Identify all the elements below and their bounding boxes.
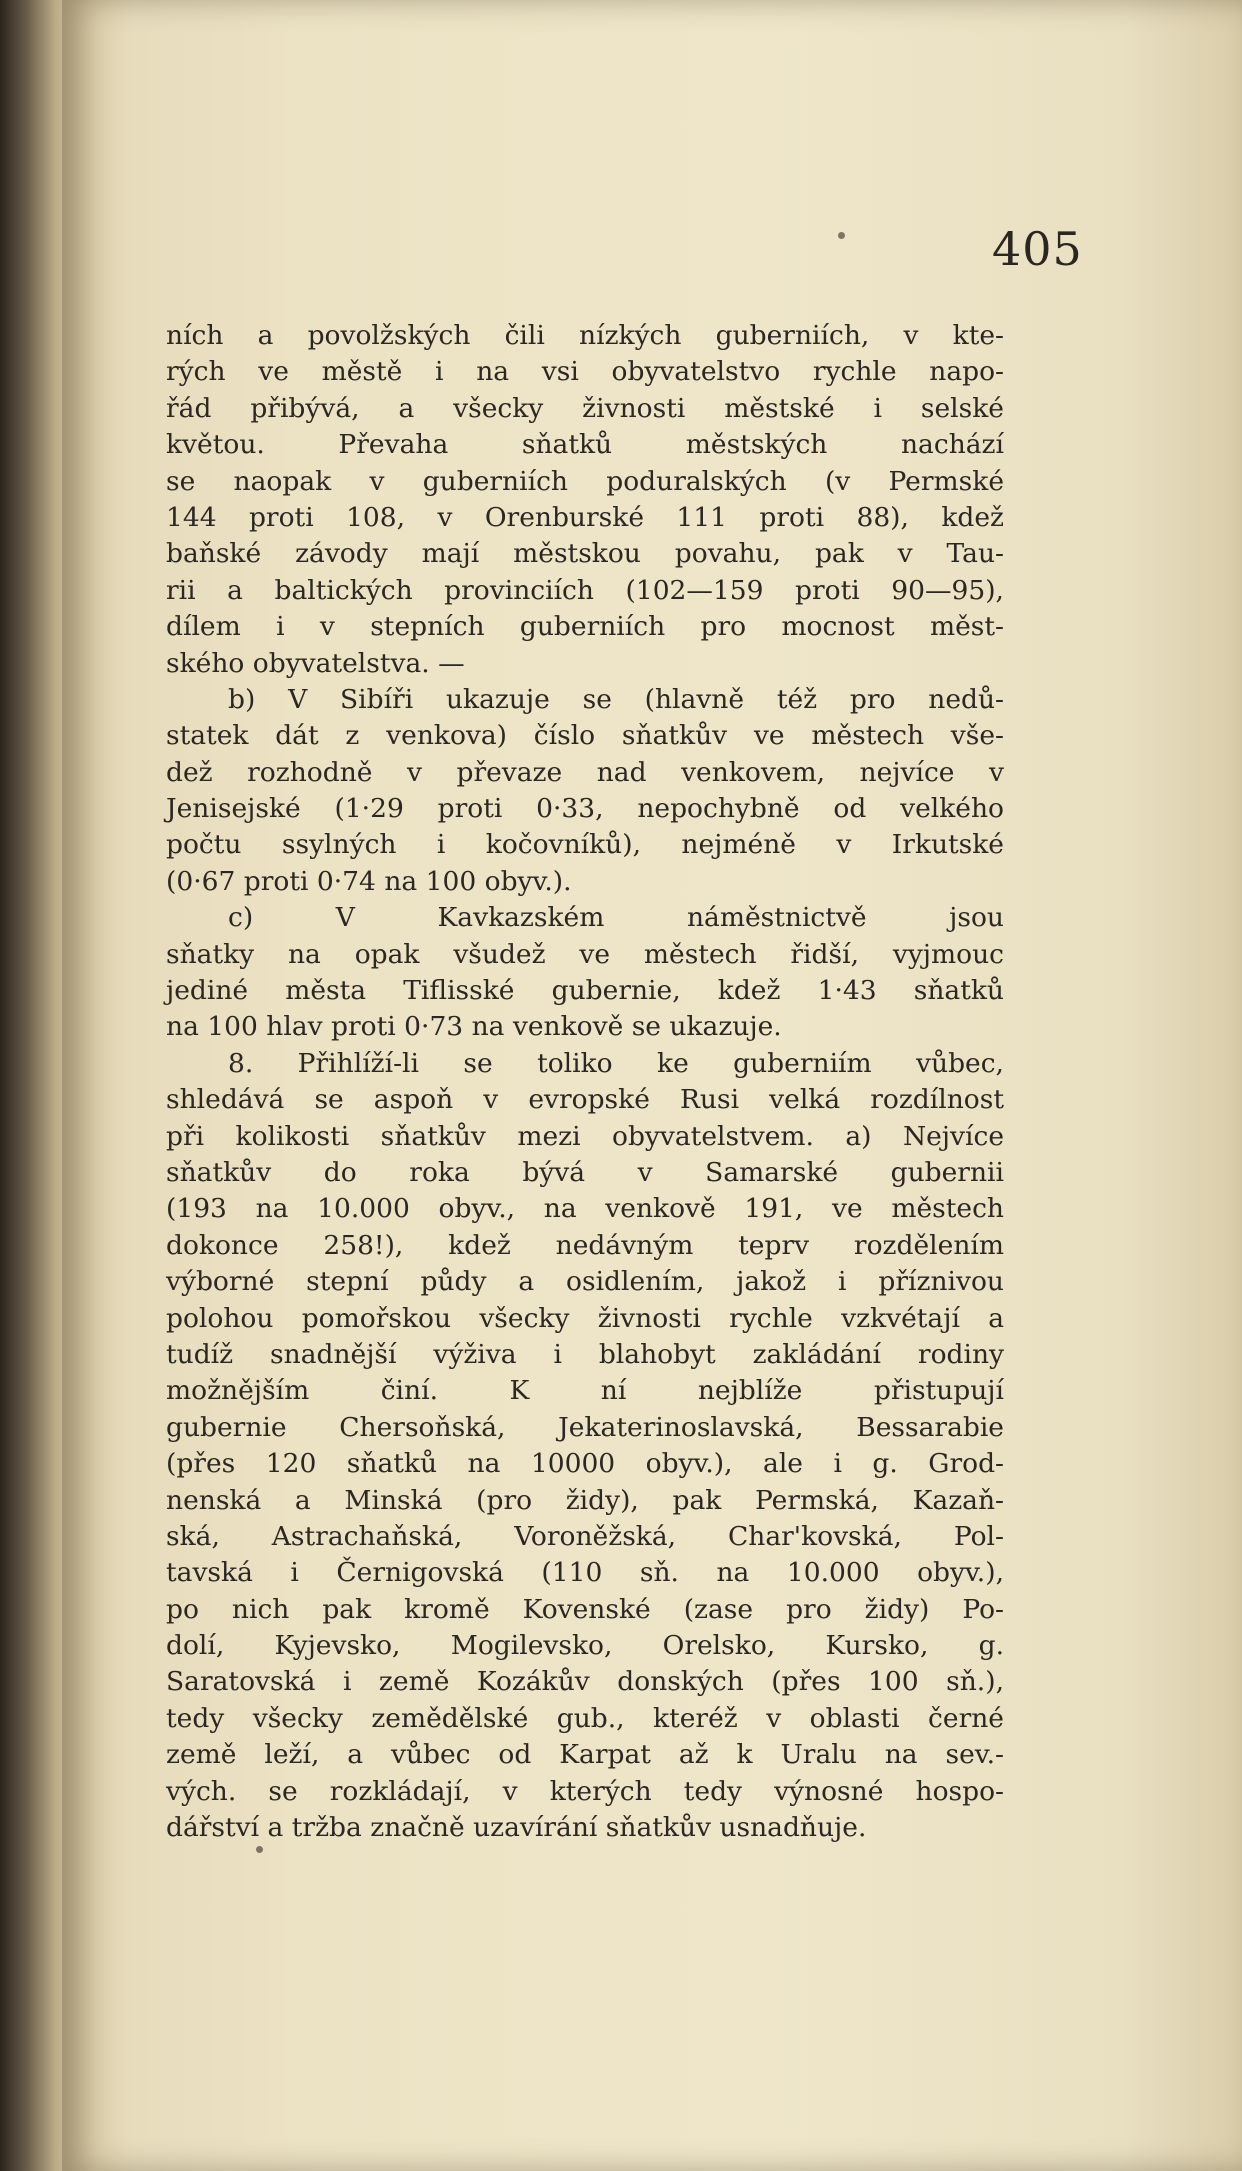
text-line: dářství a tržba značně uzavírání sňatkův usnadňuje.: [166, 1812, 867, 1844]
text-line: počtu ssylných i kočovníků), nejméně v Irkutské: [166, 829, 1004, 861]
text-line: možnějším činí. K ní nejblíže přistupují: [166, 1375, 1004, 1407]
page-text: [166, 318, 1004, 1846]
page-number: 405: [992, 222, 1083, 276]
text-line: 8. Přihlíží-li se toliko ke guberniím vůbec,: [228, 1047, 1004, 1079]
text-line: (přes 120 sňatků na 10000 obyv.), ale i g. Grod-: [166, 1448, 1004, 1480]
text-line: dolí, Kyjevsko, Mogilevsko, Orelsko, Kursko, g.: [166, 1630, 1004, 1662]
text-line: sňatkův do roka bývá v Samarské gubernii: [166, 1156, 1004, 1188]
text-line: tudíž snadnější výživa i blahobyt zakládání rodiny: [166, 1338, 1004, 1370]
text-line: květou. Převaha sňatků městských nachází: [166, 429, 1004, 461]
text-line: dílem i v stepních guberniích pro mocnost měst-: [166, 611, 1004, 643]
text-line: po nich pak kromě Kovenské (zase pro židy) Po-: [166, 1593, 1004, 1625]
text-line: dokonce 258!), kdež nedávným teprv rozdělením: [166, 1229, 1004, 1261]
text-line: ních a povolžských čili nízkých guberniích, v kte-: [166, 320, 1004, 351]
text-line: c) V Kavkazském náměstnictvě jsou: [228, 902, 1004, 934]
text-line: b) V Sibíři ukazuje se (hlavně též pro nedů-: [228, 683, 1004, 715]
text-line: ského obyvatelstva. —: [166, 647, 465, 679]
paper-speck: [838, 232, 845, 239]
text-line: řád přibývá, a všecky živnosti městské i selské: [166, 392, 1004, 424]
paper-speck: [256, 1846, 263, 1853]
text-line: polohou pomořskou všecky živnosti rychle vzkvétají a: [166, 1302, 1004, 1334]
text-line: tedy všecky zemědělské gub., kteréž v oblasti černé: [166, 1702, 1004, 1734]
text-line: gubernie Chersoňská, Jekaterinoslavská, Bessarabie: [166, 1411, 1004, 1443]
text-line: (0·67 proti 0·74 na 100 obyv.).: [166, 865, 572, 897]
text-line: vých. se rozkládají, v kterých tedy výnosné hospo-: [166, 1775, 1004, 1807]
text-line: Saratovská i země Kozákův donských (přes 100 sň.),: [166, 1666, 1004, 1698]
text-line: tavská i Černigovská (110 sň. na 10.000 obyv.),: [166, 1557, 1004, 1589]
text-line: sňatky na opak všudež ve městech řidší, vyjmouc: [166, 938, 1004, 970]
text-line: výborné stepní půdy a osidlením, jakož i příznivou: [166, 1266, 1004, 1298]
text-line: země leží, a vůbec od Karpat až k Uralu na sev.-: [166, 1739, 1004, 1771]
text-line: ská, Astrachaňská, Voroněžská, Char'kovská, Pol-: [166, 1520, 1004, 1552]
text-line: baňské závody mají městskou povahu, pak v Tau-: [166, 538, 1004, 570]
text-line: (193 na 10.000 obyv., na venkově 191, ve městech: [166, 1193, 1004, 1225]
text-line: při kolikosti sňatkův mezi obyvatelstvem. a) Nejvíce: [166, 1120, 1004, 1152]
text-line: rii a baltických provinciích (102—159 proti 90—95),: [166, 574, 1004, 606]
text-line: Jenisejské (1·29 proti 0·33, nepochybně od velkého: [166, 793, 1004, 825]
text-line: 144 proti 108, v Orenburské 111 proti 88), kdež: [166, 501, 1004, 533]
text-line: se naopak v guberniích poduralských (v Permské: [166, 465, 1004, 497]
text-line: statek dát z venkova) číslo sňatkův ve městech vše-: [166, 720, 1004, 752]
text-line: jediné města Tiflisské gubernie, kdež 1·43 sňatků: [166, 975, 1004, 1007]
text-line: na 100 hlav proti 0·73 na venkově se ukazuje.: [166, 1011, 782, 1043]
text-line: shledává se aspoň v evropské Rusi velká rozdílnost: [166, 1084, 1004, 1116]
text-line: dež rozhodně v převaze nad venkovem, nejvíce v: [166, 756, 1004, 788]
text-line: nenská a Minská (pro židy), pak Permská, Kazaň-: [166, 1484, 1004, 1516]
text-line: rých ve městě i na vsi obyvatelstvo rychle napo-: [166, 356, 1004, 388]
